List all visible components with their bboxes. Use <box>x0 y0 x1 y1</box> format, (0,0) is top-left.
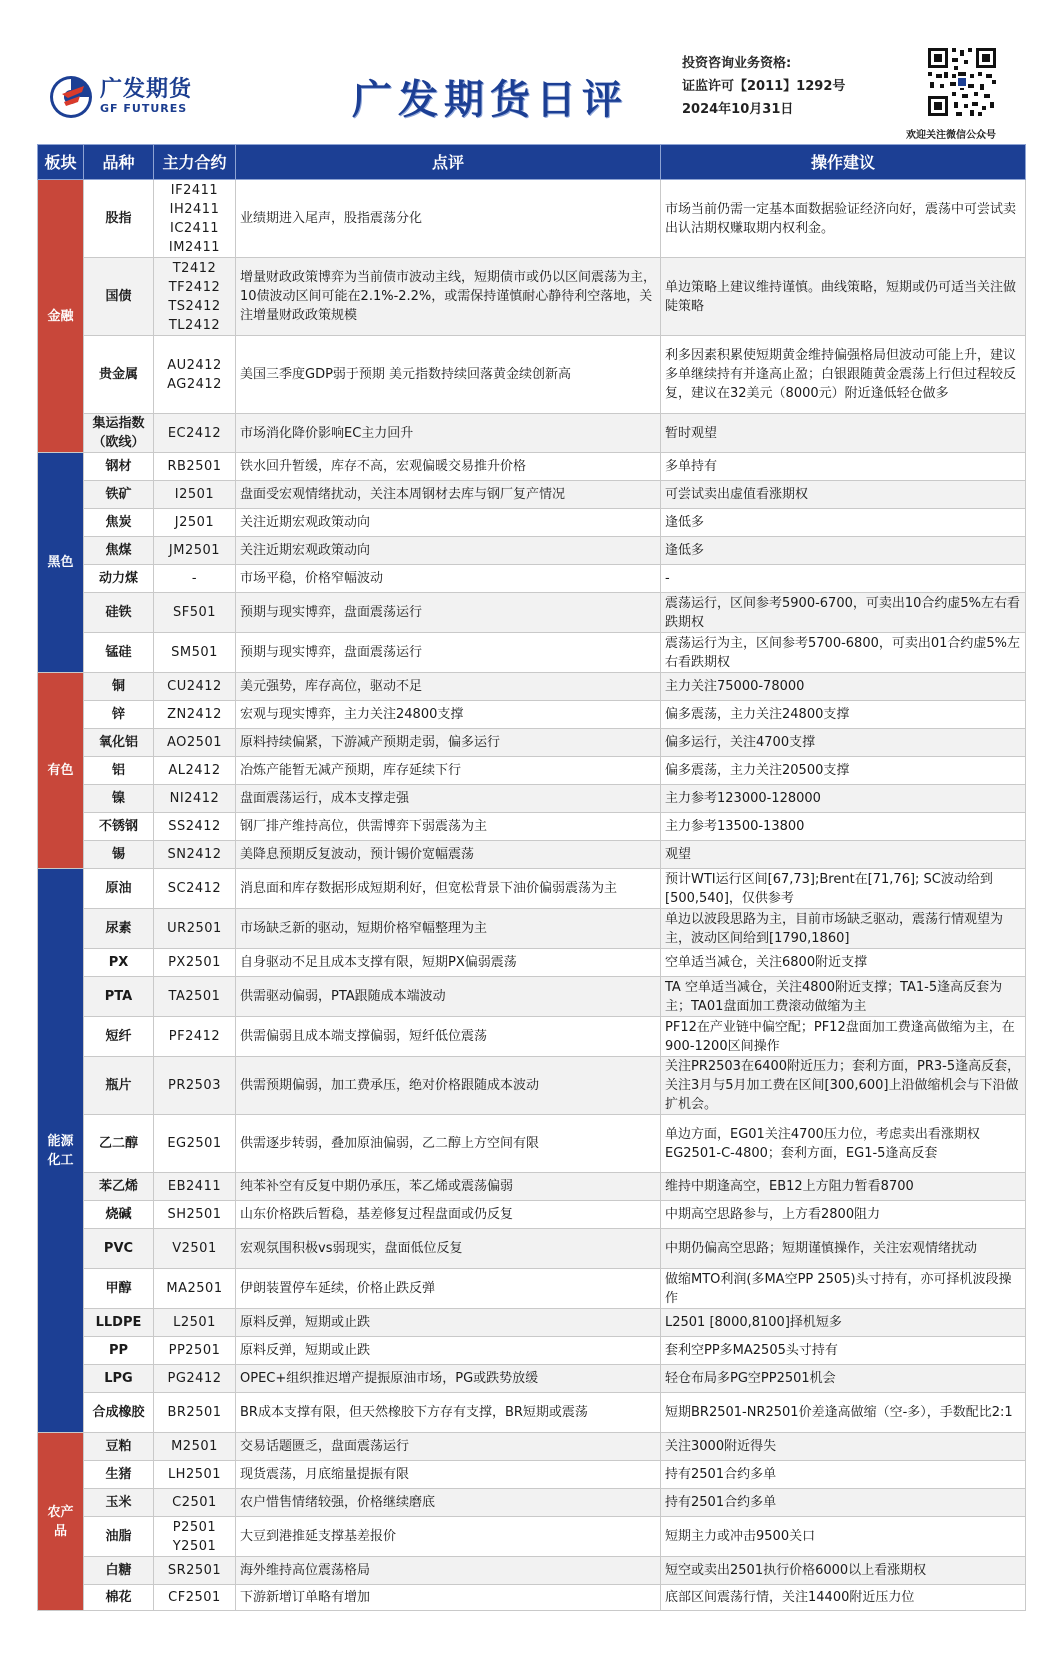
advice-cell: 短期BR2501-NR2501价差逢高做缩（空-多），手数配比2:1 <box>661 1393 1026 1433</box>
advice-cell: 逢低多 <box>661 537 1026 565</box>
contract-code: SH2501 <box>167 1207 222 1222</box>
contract-cell <box>154 673 236 701</box>
table-body <box>38 180 1026 1611</box>
contract-cell <box>154 977 236 1017</box>
contract-code: - <box>191 571 198 586</box>
sector-cell: 黑色 <box>38 453 84 673</box>
table-row <box>38 180 1026 258</box>
contract-cell <box>154 949 236 977</box>
advice-cell: 单边策略上建议维持谨慎。曲线策略，短期或仍可适当关注做陡策略 <box>661 258 1026 336</box>
table-row <box>38 1337 1026 1365</box>
variety-cell: 短纤 <box>84 1017 154 1057</box>
qualification-block <box>682 52 845 121</box>
comment-cell: 供需驱动偏弱，PTA跟随成本端波动 <box>236 977 661 1017</box>
advice-cell: 震荡运行为主，区间参考5700-6800，可卖出01合约虚5%左右看跌期权 <box>661 633 1026 673</box>
comment-cell: 增量财政政策博弈为当前债市波动主线，短期债市或仍以区间震荡为主，10债波动区间可能在2.1%-2.2%，或需保持谨慎耐心静待利空落地，关注增量财政政策规模 <box>236 258 661 336</box>
comment-cell: 业绩期进入尾声，股指震荡分化 <box>236 180 661 258</box>
comment-cell: 宏观与现实博弈，主力关注24800支撑 <box>236 701 661 729</box>
contract-code: AL2412 <box>168 763 221 778</box>
contract-cell <box>154 481 236 509</box>
table-row <box>38 1517 1026 1557</box>
variety-cell: 苯乙烯 <box>84 1173 154 1201</box>
contract-cell <box>154 180 236 258</box>
variety-cell: LPG <box>84 1365 154 1393</box>
contract-cell <box>154 909 236 949</box>
qr-caption: 欢迎关注微信公众号 <box>906 130 996 141</box>
contract-code: ZN2412 <box>167 707 222 722</box>
advice-cell: 关注PR2503在6400附近压力；套利方面，PR3-5逢高反套，关注3月与5月加工费在区间[300,600]上沿做缩机会与下沿做扩机会。 <box>661 1057 1026 1115</box>
comment-cell: 原料反弹，短期或止跌 <box>236 1309 661 1337</box>
contract-code: EB2411 <box>167 1179 222 1194</box>
comment-cell: 冶炼产能暂无减产预期，库存延续下行 <box>236 757 661 785</box>
advice-cell: 单边以波段思路为主，目前市场缺乏驱动，震荡行情观望为主，波动区间给到[1790,1860] <box>661 909 1026 949</box>
table-row <box>38 593 1026 633</box>
contract-cell <box>154 701 236 729</box>
contract-code: CU2412 <box>167 679 222 694</box>
license-number: 证监许可【2011】1292号 <box>682 79 846 94</box>
contract-cell <box>154 633 236 673</box>
comment-cell: 预期与现实博弈，盘面震荡运行 <box>236 633 661 673</box>
advice-cell: 偏多震荡，主力关注20500支撑 <box>661 757 1026 785</box>
variety-cell: 锡 <box>84 841 154 869</box>
contract-cell <box>154 414 236 453</box>
contract-cell <box>154 1017 236 1057</box>
variety-cell: 镍 <box>84 785 154 813</box>
table-row <box>38 1433 1026 1461</box>
contract-code: Y2501 <box>172 1538 217 1554</box>
table-row <box>38 1115 1026 1173</box>
contract-code: TL2412 <box>168 317 221 333</box>
contract-code: NI2412 <box>169 791 220 806</box>
variety-cell: 锌 <box>84 701 154 729</box>
contract-code: SM501 <box>171 645 218 660</box>
variety-cell: 白糖 <box>84 1557 154 1585</box>
contract-code: AO2501 <box>167 735 222 750</box>
contract-code: AU2412 <box>167 357 222 373</box>
advice-cell: 逢低多 <box>661 509 1026 537</box>
comment-cell: 现货震荡，月底缩量提振有限 <box>236 1461 661 1489</box>
contract-code: IM2411 <box>168 239 221 255</box>
variety-cell: 硅铁 <box>84 593 154 633</box>
contract-code: PP2501 <box>168 1343 221 1358</box>
contract-cell <box>154 1269 236 1309</box>
comment-cell: 美元强势，库存高位，驱动不足 <box>236 673 661 701</box>
column-header: 操作建议 <box>661 145 1026 180</box>
report-header <box>0 0 1063 140</box>
contract-code: UR2501 <box>167 921 222 936</box>
table-header-row <box>38 145 1026 180</box>
contract-code: SF501 <box>172 605 217 620</box>
comment-cell: 供需逐步转弱，叠加原油偏弱，乙二醇上方空间有限 <box>236 1115 661 1173</box>
table-row <box>38 813 1026 841</box>
contract-code: SN2412 <box>167 847 222 862</box>
advice-cell: 中期高空思路参与，上方看2800阻力 <box>661 1201 1026 1229</box>
advice-cell: 短空或卖出2501执行价格6000以上看涨期权 <box>661 1557 1026 1585</box>
advice-cell: 关注3000附近得失 <box>661 1433 1026 1461</box>
contract-code: J2501 <box>174 515 215 530</box>
table-row <box>38 1393 1026 1433</box>
qualification-label: 投资咨询业务资格: <box>682 56 792 71</box>
variety-cell: PTA <box>84 977 154 1017</box>
table-row <box>38 1229 1026 1269</box>
comment-cell: BR成本支撑有限，但天然橡胶下方存有支撑，BR短期或震荡 <box>236 1393 661 1433</box>
contract-code: IH2411 <box>169 201 220 217</box>
table-row <box>38 785 1026 813</box>
contract-code: V2501 <box>172 1241 217 1256</box>
advice-cell: 暂时观望 <box>661 414 1026 453</box>
comment-cell: 自身驱动不足且成本支撑有限，短期PX偏弱震荡 <box>236 949 661 977</box>
table-row <box>38 757 1026 785</box>
column-header: 主力合约 <box>154 145 236 180</box>
comment-cell: 大豆到港推延支撑基差报价 <box>236 1517 661 1557</box>
daily-review-table <box>37 144 1026 1611</box>
contract-code: SR2501 <box>167 1563 222 1578</box>
variety-cell: 烧碱 <box>84 1201 154 1229</box>
comment-cell: 盘面震荡运行，成本支撑走强 <box>236 785 661 813</box>
contract-code: PG2412 <box>167 1371 222 1386</box>
column-header: 板块 <box>38 145 84 180</box>
table-row <box>38 909 1026 949</box>
comment-cell: 市场平稳，价格窄幅波动 <box>236 565 661 593</box>
contract-cell <box>154 1201 236 1229</box>
variety-cell: 氧化铝 <box>84 729 154 757</box>
table-row <box>38 537 1026 565</box>
logo-chinese-name: 广发期货 <box>100 77 193 102</box>
table-row <box>38 414 1026 453</box>
contract-cell <box>154 1433 236 1461</box>
table-row <box>38 1017 1026 1057</box>
contract-code: PF2412 <box>168 1029 221 1044</box>
table-row <box>38 949 1026 977</box>
advice-cell: 空单适当减仓，关注6800附近支撑 <box>661 949 1026 977</box>
variety-cell: 集运指数（欧线） <box>84 414 154 453</box>
contract-code: P2501 <box>172 1519 217 1535</box>
contract-cell <box>154 1057 236 1115</box>
contract-code: TA2501 <box>168 989 221 1004</box>
contract-cell <box>154 1229 236 1269</box>
comment-cell: 海外维持高位震荡格局 <box>236 1557 661 1585</box>
advice-cell: 短期主力或冲击9500关口 <box>661 1517 1026 1557</box>
comment-cell: 钢厂排产维持高位，供需博弈下弱震荡为主 <box>236 813 661 841</box>
variety-cell: LLDPE <box>84 1309 154 1337</box>
advice-cell: PF12在产业链中偏空配；PF12盘面加工费逢高做缩为主，在900-1200区间操作 <box>661 1017 1026 1057</box>
contract-cell <box>154 453 236 481</box>
comment-cell: 市场消化降价影响EC主力回升 <box>236 414 661 453</box>
variety-cell: 生猪 <box>84 1461 154 1489</box>
advice-cell: 偏多运行，关注4700支撑 <box>661 729 1026 757</box>
advice-cell: 底部区间震荡行情，关注14400附近压力位 <box>661 1585 1026 1611</box>
advice-cell: 持有2501合约多单 <box>661 1489 1026 1517</box>
company-logo <box>48 74 192 120</box>
contract-cell <box>154 841 236 869</box>
table-row <box>38 1309 1026 1337</box>
contract-code: L2501 <box>173 1315 216 1330</box>
comment-cell: 美国三季度GDP弱于预期 美元指数持续回落黄金续创新高 <box>236 336 661 414</box>
table-row <box>38 258 1026 336</box>
variety-cell: 棉花 <box>84 1585 154 1611</box>
table-row <box>38 869 1026 909</box>
variety-cell: 尿素 <box>84 909 154 949</box>
variety-cell: 动力煤 <box>84 565 154 593</box>
contract-cell <box>154 729 236 757</box>
comment-cell: 农户惜售情绪较强，价格继续磨底 <box>236 1489 661 1517</box>
contract-code: IF2411 <box>170 182 219 198</box>
table-row <box>38 453 1026 481</box>
contract-code: TF2412 <box>168 279 221 295</box>
comment-cell: 供需偏弱且成本端支撑偏弱，短纤低位震荡 <box>236 1017 661 1057</box>
comment-cell: 关注近期宏观政策动向 <box>236 537 661 565</box>
comment-cell: 市场缺乏新的驱动，短期价格窄幅整理为主 <box>236 909 661 949</box>
contract-code: T2412 <box>172 260 217 276</box>
contract-code: I2501 <box>174 487 215 502</box>
contract-cell <box>154 869 236 909</box>
column-header: 点评 <box>236 145 661 180</box>
contract-cell <box>154 565 236 593</box>
variety-cell: 原油 <box>84 869 154 909</box>
variety-cell: 瓶片 <box>84 1057 154 1115</box>
table-row <box>38 509 1026 537</box>
variety-cell: 不锈钢 <box>84 813 154 841</box>
contract-code: PX2501 <box>168 955 221 970</box>
comment-cell: OPEC+组织推迟增产提振原油市场，PG或跌势放缓 <box>236 1365 661 1393</box>
contract-cell <box>154 1585 236 1611</box>
contract-code: EC2412 <box>167 425 222 441</box>
comment-cell: 美降息预期反复波动，预计锡价宽幅震荡 <box>236 841 661 869</box>
advice-cell: 单边方面，EG01关注4700压力位，考虑卖出看涨期权EG2501-C-4800；套利方面，EG1-5逢高反套 <box>661 1115 1026 1173</box>
variety-cell: 铝 <box>84 757 154 785</box>
advice-cell: 套利空PP多MA2505头寸持有 <box>661 1337 1026 1365</box>
contract-code: IC2411 <box>170 220 219 236</box>
variety-cell: 铜 <box>84 673 154 701</box>
contract-cell <box>154 1115 236 1173</box>
contract-cell <box>154 785 236 813</box>
advice-cell: - <box>661 565 1026 593</box>
contract-cell <box>154 336 236 414</box>
contract-code: SC2412 <box>167 881 222 896</box>
table-row <box>38 1173 1026 1201</box>
variety-cell: 合成橡胶 <box>84 1393 154 1433</box>
variety-cell: 国债 <box>84 258 154 336</box>
table-row <box>38 633 1026 673</box>
comment-cell: 铁水回升暂缓，库存不高，宏观偏暖交易推升价格 <box>236 453 661 481</box>
advice-cell: 轻仓布局多PG空PP2501机会 <box>661 1365 1026 1393</box>
sector-cell: 农产品 <box>38 1433 84 1611</box>
comment-cell: 原料反弹，短期或止跌 <box>236 1337 661 1365</box>
variety-cell: 股指 <box>84 180 154 258</box>
variety-cell: PVC <box>84 1229 154 1269</box>
comment-cell: 纯苯补空有反复中期仍承压，苯乙烯或震荡偏弱 <box>236 1173 661 1201</box>
advice-cell: 做缩MTO利润(多MA空PP 2505)头寸持有，亦可择机波段操作 <box>661 1269 1026 1309</box>
wechat-qr-code <box>926 46 998 118</box>
comment-cell: 关注近期宏观政策动向 <box>236 509 661 537</box>
table-row <box>38 1269 1026 1309</box>
table-row <box>38 673 1026 701</box>
column-header: 品种 <box>84 145 154 180</box>
variety-cell: 焦煤 <box>84 537 154 565</box>
advice-cell: 主力参考123000-128000 <box>661 785 1026 813</box>
variety-cell: 钢材 <box>84 453 154 481</box>
variety-cell: PX <box>84 949 154 977</box>
comment-cell: 供需预期偏弱，加工费承压，绝对价格跟随成本波动 <box>236 1057 661 1115</box>
advice-cell: 市场当前仍需一定基本面数据验证经济向好，震荡中可尝试卖出认沽期权赚取期内权利金。 <box>661 180 1026 258</box>
advice-cell: 维持中期逢高空，EB12上方阻力暂看8700 <box>661 1173 1026 1201</box>
logo-english-name: GF FUTURES <box>100 102 188 115</box>
advice-cell: 震荡运行，区间参考5900-6700，可卖出10合约虚5%左右看跌期权 <box>661 593 1026 633</box>
comment-cell: 下游新增订单略有增加 <box>236 1585 661 1611</box>
contract-code: AG2412 <box>167 376 222 392</box>
report-title: 广发期货日评 <box>352 76 628 123</box>
advice-cell: 观望 <box>661 841 1026 869</box>
table-row <box>38 336 1026 414</box>
contract-cell <box>154 813 236 841</box>
variety-cell: 铁矿 <box>84 481 154 509</box>
contract-cell <box>154 1489 236 1517</box>
table-row <box>38 1057 1026 1115</box>
contract-code: CF2501 <box>168 1590 221 1605</box>
table-row <box>38 481 1026 509</box>
advice-cell: 预计WTI运行区间[67,73];Brent在[71,76]; SC波动给到[500,540]，仅供参考 <box>661 869 1026 909</box>
contract-cell <box>154 1173 236 1201</box>
advice-cell: L2501 [8000,8100]择机短多 <box>661 1309 1026 1337</box>
advice-cell: TA 空单适当减仓，关注4800附近支撑；TA1-5逢高反套为主；TA01盘面加工费滚动做缩为主 <box>661 977 1026 1017</box>
sector-cell: 金融 <box>38 180 84 453</box>
contract-code: BR2501 <box>167 1405 222 1420</box>
advice-cell: 主力参考13500-13800 <box>661 813 1026 841</box>
contract-code: RB2501 <box>167 459 222 474</box>
comment-cell: 原料持续偏紧，下游减产预期走弱，偏多运行 <box>236 729 661 757</box>
table-row <box>38 1461 1026 1489</box>
contract-code: PR2503 <box>168 1078 221 1093</box>
advice-cell: 多单持有 <box>661 453 1026 481</box>
table-row <box>38 1489 1026 1517</box>
contract-code: SS2412 <box>168 819 221 834</box>
variety-cell: 豆粕 <box>84 1433 154 1461</box>
table-row <box>38 701 1026 729</box>
table-row <box>38 1365 1026 1393</box>
sector-cell: 有色 <box>38 673 84 869</box>
gf-logo-icon <box>48 74 94 120</box>
advice-cell: 中期仍偏高空思路；短期谨慎操作，关注宏观情绪扰动 <box>661 1229 1026 1269</box>
variety-cell: 玉米 <box>84 1489 154 1517</box>
comment-cell: 伊朗装置停车延续，价格止跌反弹 <box>236 1269 661 1309</box>
table-row <box>38 977 1026 1017</box>
variety-cell: 贵金属 <box>84 336 154 414</box>
contract-cell <box>154 509 236 537</box>
contract-code: C2501 <box>172 1495 217 1510</box>
variety-cell: 乙二醇 <box>84 1115 154 1173</box>
contract-cell <box>154 1461 236 1489</box>
contract-code: EG2501 <box>167 1136 222 1151</box>
comment-cell: 宏观氛围积极vs弱现实，盘面低位反复 <box>236 1229 661 1269</box>
contract-cell <box>154 593 236 633</box>
variety-cell: 油脂 <box>84 1517 154 1557</box>
contract-cell <box>154 1337 236 1365</box>
table-row <box>38 841 1026 869</box>
variety-cell: PP <box>84 1337 154 1365</box>
contract-cell <box>154 1517 236 1557</box>
advice-cell: 可尝试卖出虚值看涨期权 <box>661 481 1026 509</box>
table-row <box>38 1585 1026 1611</box>
table-row <box>38 1201 1026 1229</box>
comment-cell: 盘面受宏观情绪扰动，关注本周钢材去库与钢厂复产情况 <box>236 481 661 509</box>
comment-cell: 消息面和库存数据形成短期利好，但宽松背景下油价偏弱震荡为主 <box>236 869 661 909</box>
contract-cell <box>154 1557 236 1585</box>
report-date: 2024年10月31日 <box>682 102 794 117</box>
contract-code: TS2412 <box>168 298 221 314</box>
contract-cell <box>154 537 236 565</box>
contract-code: JM2501 <box>168 543 221 558</box>
advice-cell: 主力关注75000-78000 <box>661 673 1026 701</box>
table-row <box>38 1557 1026 1585</box>
variety-cell: 锰硅 <box>84 633 154 673</box>
comment-cell: 预期与现实博弈，盘面震荡运行 <box>236 593 661 633</box>
variety-cell: 甲醇 <box>84 1269 154 1309</box>
comment-cell: 山东价格跌后暂稳，基差修复过程盘面或仍反复 <box>236 1201 661 1229</box>
contract-code: MA2501 <box>166 1281 223 1296</box>
table-row <box>38 729 1026 757</box>
contract-code: M2501 <box>171 1439 218 1454</box>
contract-cell <box>154 1309 236 1337</box>
table-row <box>38 565 1026 593</box>
advice-cell: 偏多震荡，主力关注24800支撑 <box>661 701 1026 729</box>
contract-cell <box>154 1365 236 1393</box>
sector-cell: 能源化工 <box>38 869 84 1433</box>
contract-cell <box>154 757 236 785</box>
variety-cell: 焦炭 <box>84 509 154 537</box>
contract-cell <box>154 1393 236 1433</box>
advice-cell: 持有2501合约多单 <box>661 1461 1026 1489</box>
contract-code: LH2501 <box>167 1467 222 1482</box>
contract-cell <box>154 258 236 336</box>
comment-cell: 交易话题匮乏，盘面震荡运行 <box>236 1433 661 1461</box>
advice-cell: 利多因素积累使短期黄金维持偏强格局但波动可能上升，建议多单继续持有并逢高止盈；白银跟随黄金震荡上行但过程较反复，建议在32美元（8000元）附近逢低轻仓做多 <box>661 336 1026 414</box>
